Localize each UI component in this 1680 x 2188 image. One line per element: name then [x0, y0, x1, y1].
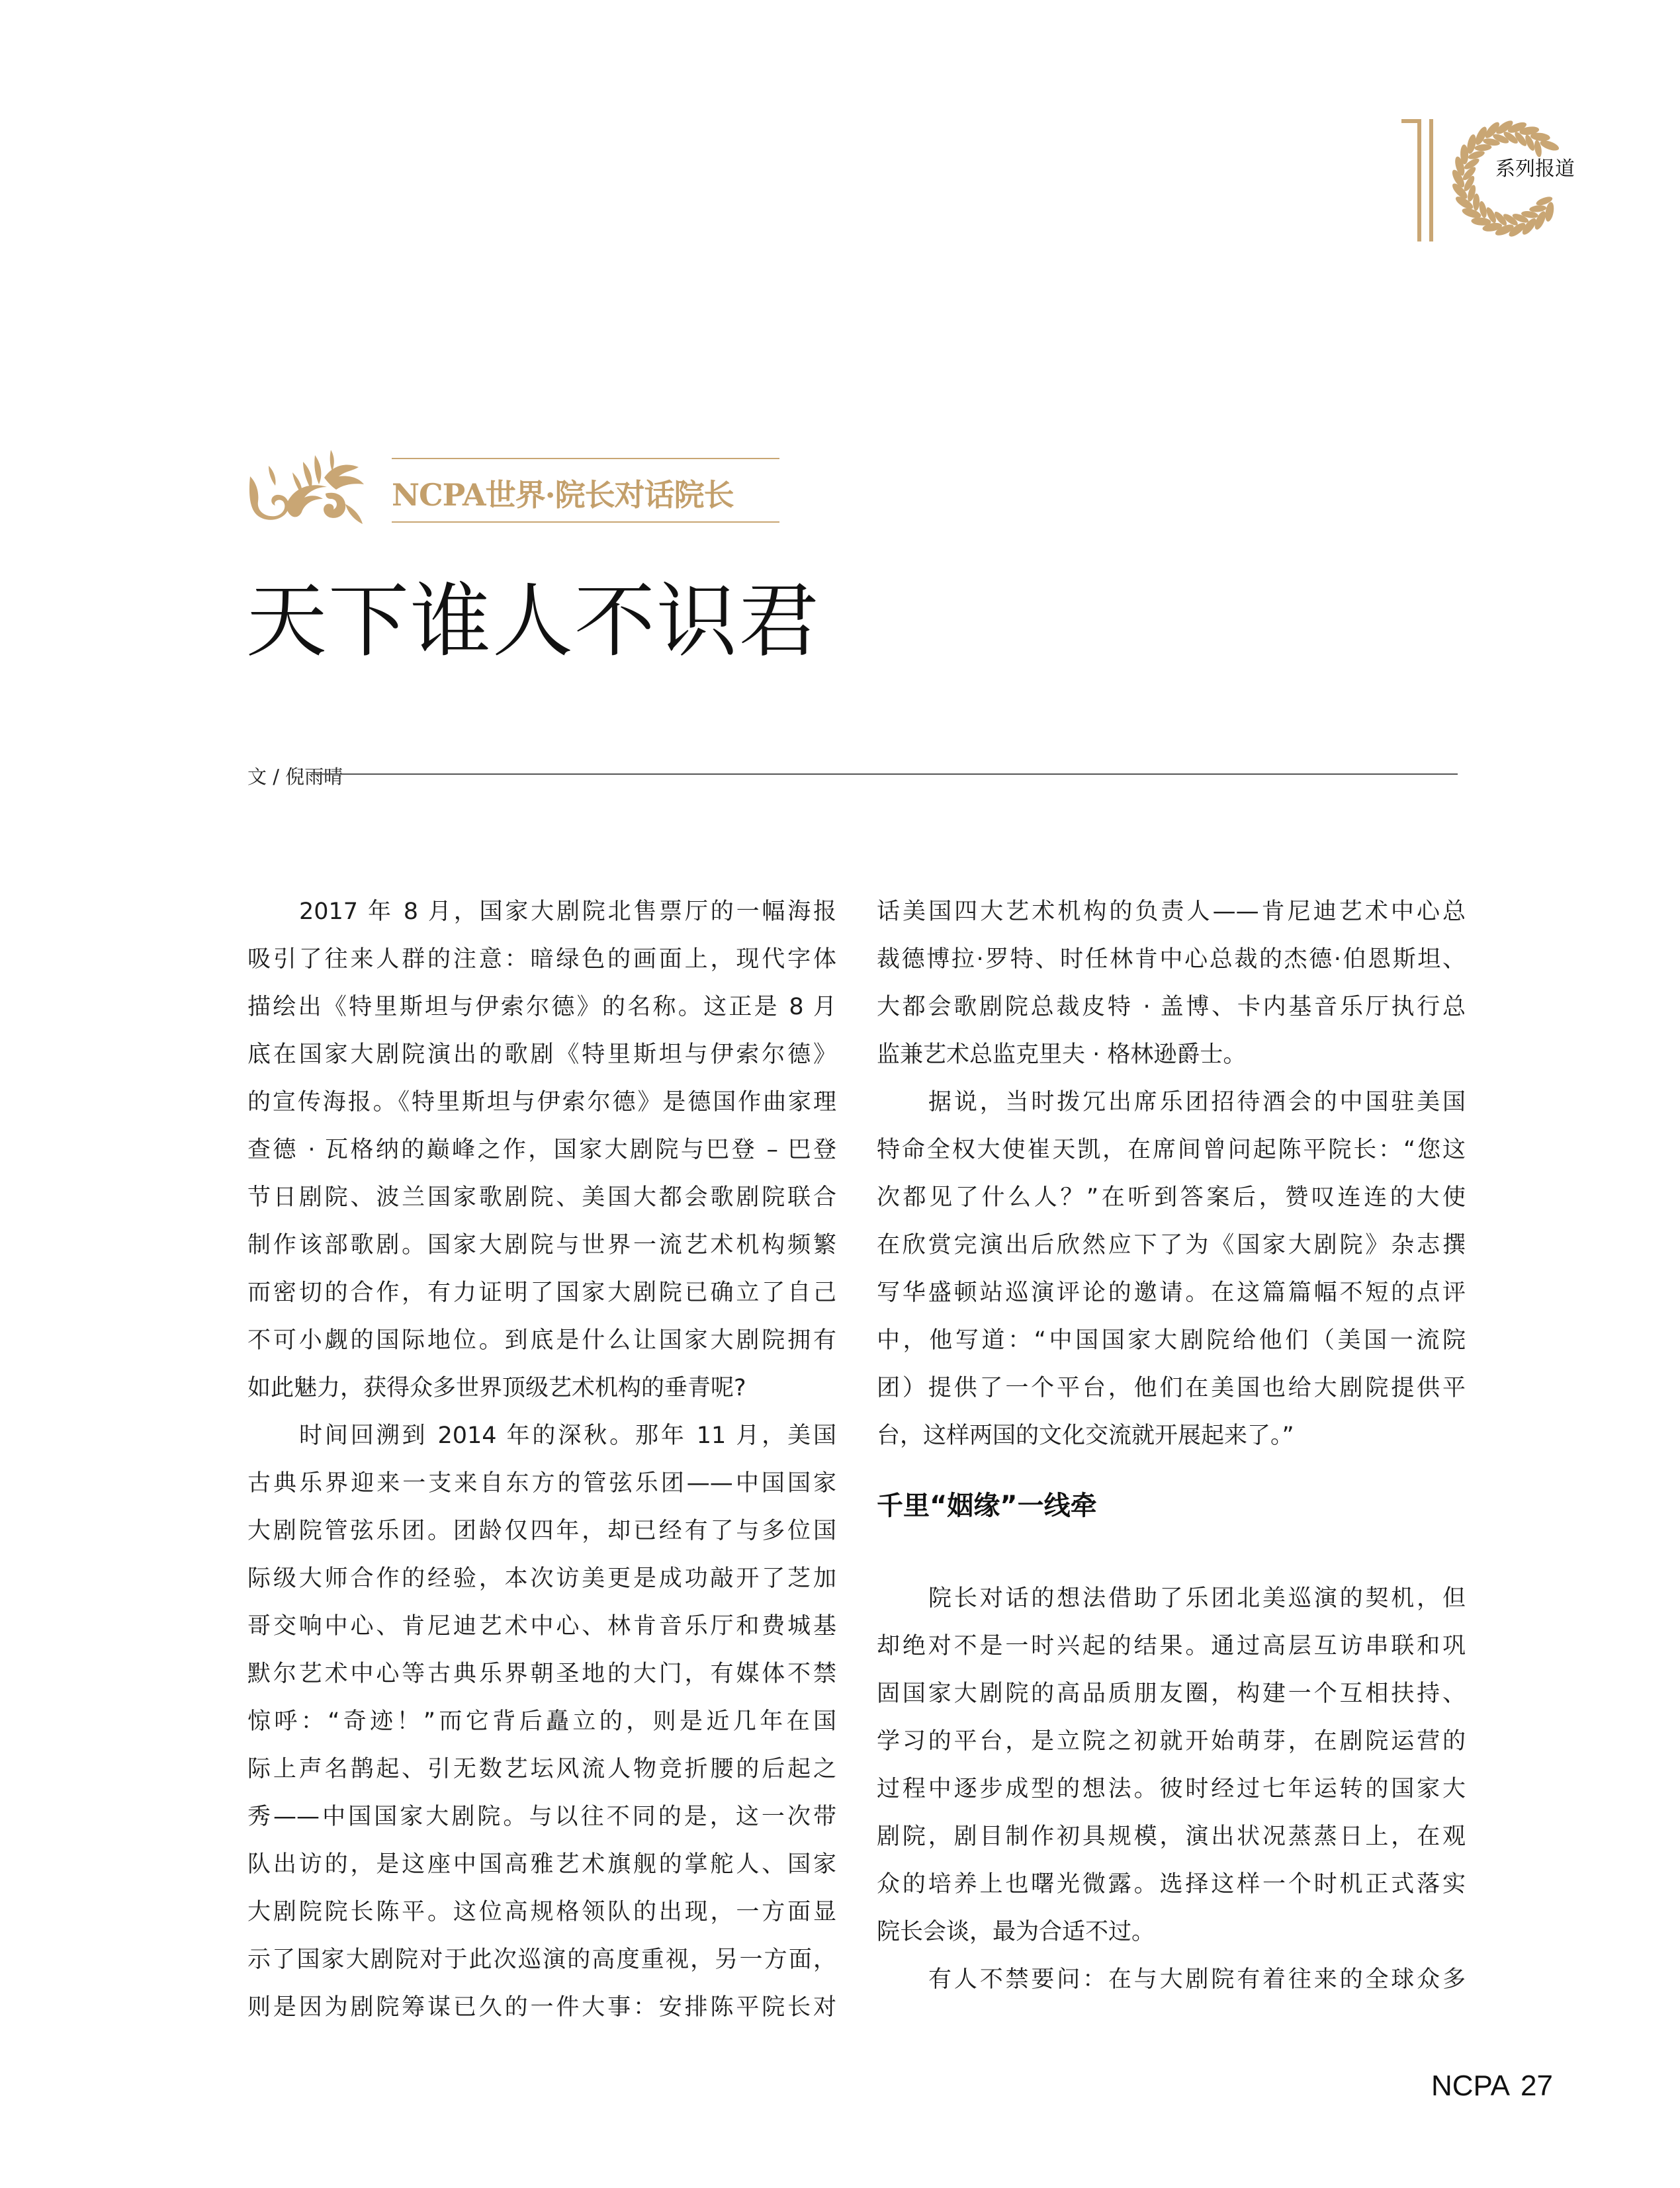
- series-logo: [1397, 112, 1576, 245]
- body-text-line: 据说，当时拨冗出席乐团招待酒会的中国驻美国: [928, 1089, 1466, 1116]
- body-text-line: 台，这样两国的文化交流就开展起来了。”: [877, 1422, 1294, 1449]
- laurel-leaf: [1544, 201, 1555, 222]
- subheading-block: [877, 1466, 1466, 1559]
- body-text-line: 默尔艺术中心等古典乐界朝圣地的大门，有媒体不禁: [247, 1661, 836, 1687]
- body-text-line: 话美国四大艺术机构的负责人——肯尼迪艺术中心总: [877, 898, 1466, 925]
- body-text-line: 2017 年 8 月，国家大剧院北售票厅的一幅海报: [299, 898, 836, 925]
- body-text-line: 监兼艺术总监克里夫 · 格林逊爵士。: [877, 1041, 1247, 1068]
- body-text-line: 则是因为剧院筹谋已久的一件大事：安排陈平院长对: [247, 1994, 836, 2021]
- body-text-line: 而密切的合作，有力证明了国家大剧院已确立了自己: [247, 1280, 836, 1306]
- body-text-line: 团）提供了一个平台，他们在美国也给大剧院提供平: [877, 1375, 1466, 1401]
- body-text-line: 次都见了什么人？”在听到答案后，赞叹连连的大使: [877, 1184, 1466, 1211]
- article-title: 天下谁人不识君: [246, 574, 820, 668]
- body-text-line: 秀——中国国家大剧院。与以往不同的是，这一次带: [247, 1804, 836, 1830]
- body-text-line: 中，他写道：“中国国家大剧院给他们（美国一流院: [877, 1327, 1466, 1354]
- floral-ornament-icon: [246, 442, 378, 527]
- body-text-line: 底在国家大剧院演出的歌剧《特里斯坦与伊索尔德》: [247, 1041, 836, 1068]
- body-text-line: 如此魅力，获得众多世界顶级艺术机构的垂青呢?: [247, 1375, 746, 1401]
- section-label: NCPA世界·院长对话院长: [392, 477, 734, 513]
- body-text-line: 特命全权大使崔天凯，在席间曾问起陈平院长：“您这: [877, 1137, 1466, 1163]
- body-text-line: 制作该部歌剧。国家大剧院与世界一流艺术机构频繁: [247, 1232, 836, 1258]
- byline-divider: [311, 773, 1458, 775]
- body-text-line: 院长对话的想法借助了乐团北美巡演的契机，但: [928, 1585, 1466, 1612]
- body-text-line: 节日剧院、波兰国家歌剧院、美国大都会歌剧院联合: [247, 1184, 836, 1211]
- body-text-line: 际级大师合作的经验，本次访美更是成功敲开了芝加: [247, 1565, 836, 1592]
- body-text-line: 吸引了往来人群的注意：暗绿色的画面上，现代字体: [247, 946, 836, 973]
- left-column: [247, 895, 836, 2038]
- body-text-line: 描绘出《特里斯坦与伊索尔德》的名称。这正是 8 月: [247, 994, 836, 1020]
- body-text-line: 院长会谈，最为合适不过。: [877, 1919, 1155, 1945]
- section-band: [392, 458, 779, 523]
- body-text-line: 队出访的，是这座中国高雅艺术旗舰的掌舵人、国家: [247, 1851, 836, 1878]
- body-text-line: 众的培养上也曙光微露。选择这样一个时机正式落实: [877, 1871, 1466, 1898]
- body-text-line: 剧院，剧目制作初具规模，演出状况蒸蒸日上，在观: [877, 1823, 1466, 1850]
- body-text-line: 大剧院管弦乐团。团龄仅四年，却已经有了与多位国: [247, 1518, 836, 1544]
- body-text-line: 在欣赏完演出后欣然应下了为《国家大剧院》杂志撰: [877, 1232, 1466, 1258]
- body-text-line: 大都会歌剧院总裁皮特 · 盖博、卡内基音乐厅执行总: [877, 994, 1466, 1020]
- body-text-line: 示了国家大剧院对于此次巡演的高度重视，另一方面，: [247, 1947, 836, 1973]
- body-text-line: 哥交响中心、肯尼迪艺术中心、林肯音乐厅和费城基: [247, 1613, 836, 1640]
- body-text-line: 大剧院院长陈平。这位高规格领队的出现，一方面显: [247, 1899, 836, 1925]
- page-number: 27: [1520, 2070, 1553, 2102]
- publication-name: NCPA: [1431, 2070, 1510, 2102]
- body-text-line: 古典乐界迎来一支来自东方的管弦乐团——中国国家: [247, 1470, 836, 1497]
- body-text-line: 查德 · 瓦格纳的巅峰之作，国家大剧院与巴登 – 巴登: [247, 1137, 836, 1163]
- page-folio: [1431, 2070, 1553, 2103]
- body-text-line: 有人不禁要问：在与大剧院有着往来的全球众多: [928, 1966, 1466, 1993]
- body-text-line: 过程中逐步成型的想法。彼时经过七年运转的国家大: [877, 1776, 1466, 1802]
- body-text-line: 学习的平台，是立院之初就开始萌芽，在剧院运营的: [877, 1728, 1466, 1755]
- right-column: [877, 895, 1466, 2010]
- body-text-line: 时间回溯到 2014 年的深秋。那年 11 月，美国: [299, 1422, 836, 1449]
- byline: 文 / 倪雨晴: [247, 766, 343, 788]
- subheading: 千里“姻缘”一线牵: [877, 1491, 1097, 1521]
- body-text-line: 际上声名鹊起、引无数艺坛风流人物竞折腰的后起之: [247, 1756, 836, 1782]
- body-text-line: 却绝对不是一时兴起的结果。通过高层互访串联和巩: [877, 1633, 1466, 1659]
- body-text-line: 惊呼：“奇迹！”而它背后矗立的，则是近几年在国: [247, 1708, 836, 1735]
- body-text-line: 的宣传海报。《特里斯坦与伊索尔德》是德国作曲家理: [247, 1089, 836, 1116]
- body-text-line: 不可小觑的国际地位。到底是什么让国家大剧院拥有: [247, 1327, 836, 1354]
- body-text-line: 裁德博拉·罗特、时任林肯中心总裁的杰德·伯恩斯坦、: [877, 946, 1466, 973]
- body-text-line: 写华盛顿站巡演评论的邀请。在这篇篇幅不短的点评: [877, 1280, 1466, 1306]
- body-text-line: 固国家大剧院的高品质朋友圈，构建一个互相扶持、: [877, 1681, 1466, 1707]
- series-report-label: 系列报道: [1495, 157, 1575, 181]
